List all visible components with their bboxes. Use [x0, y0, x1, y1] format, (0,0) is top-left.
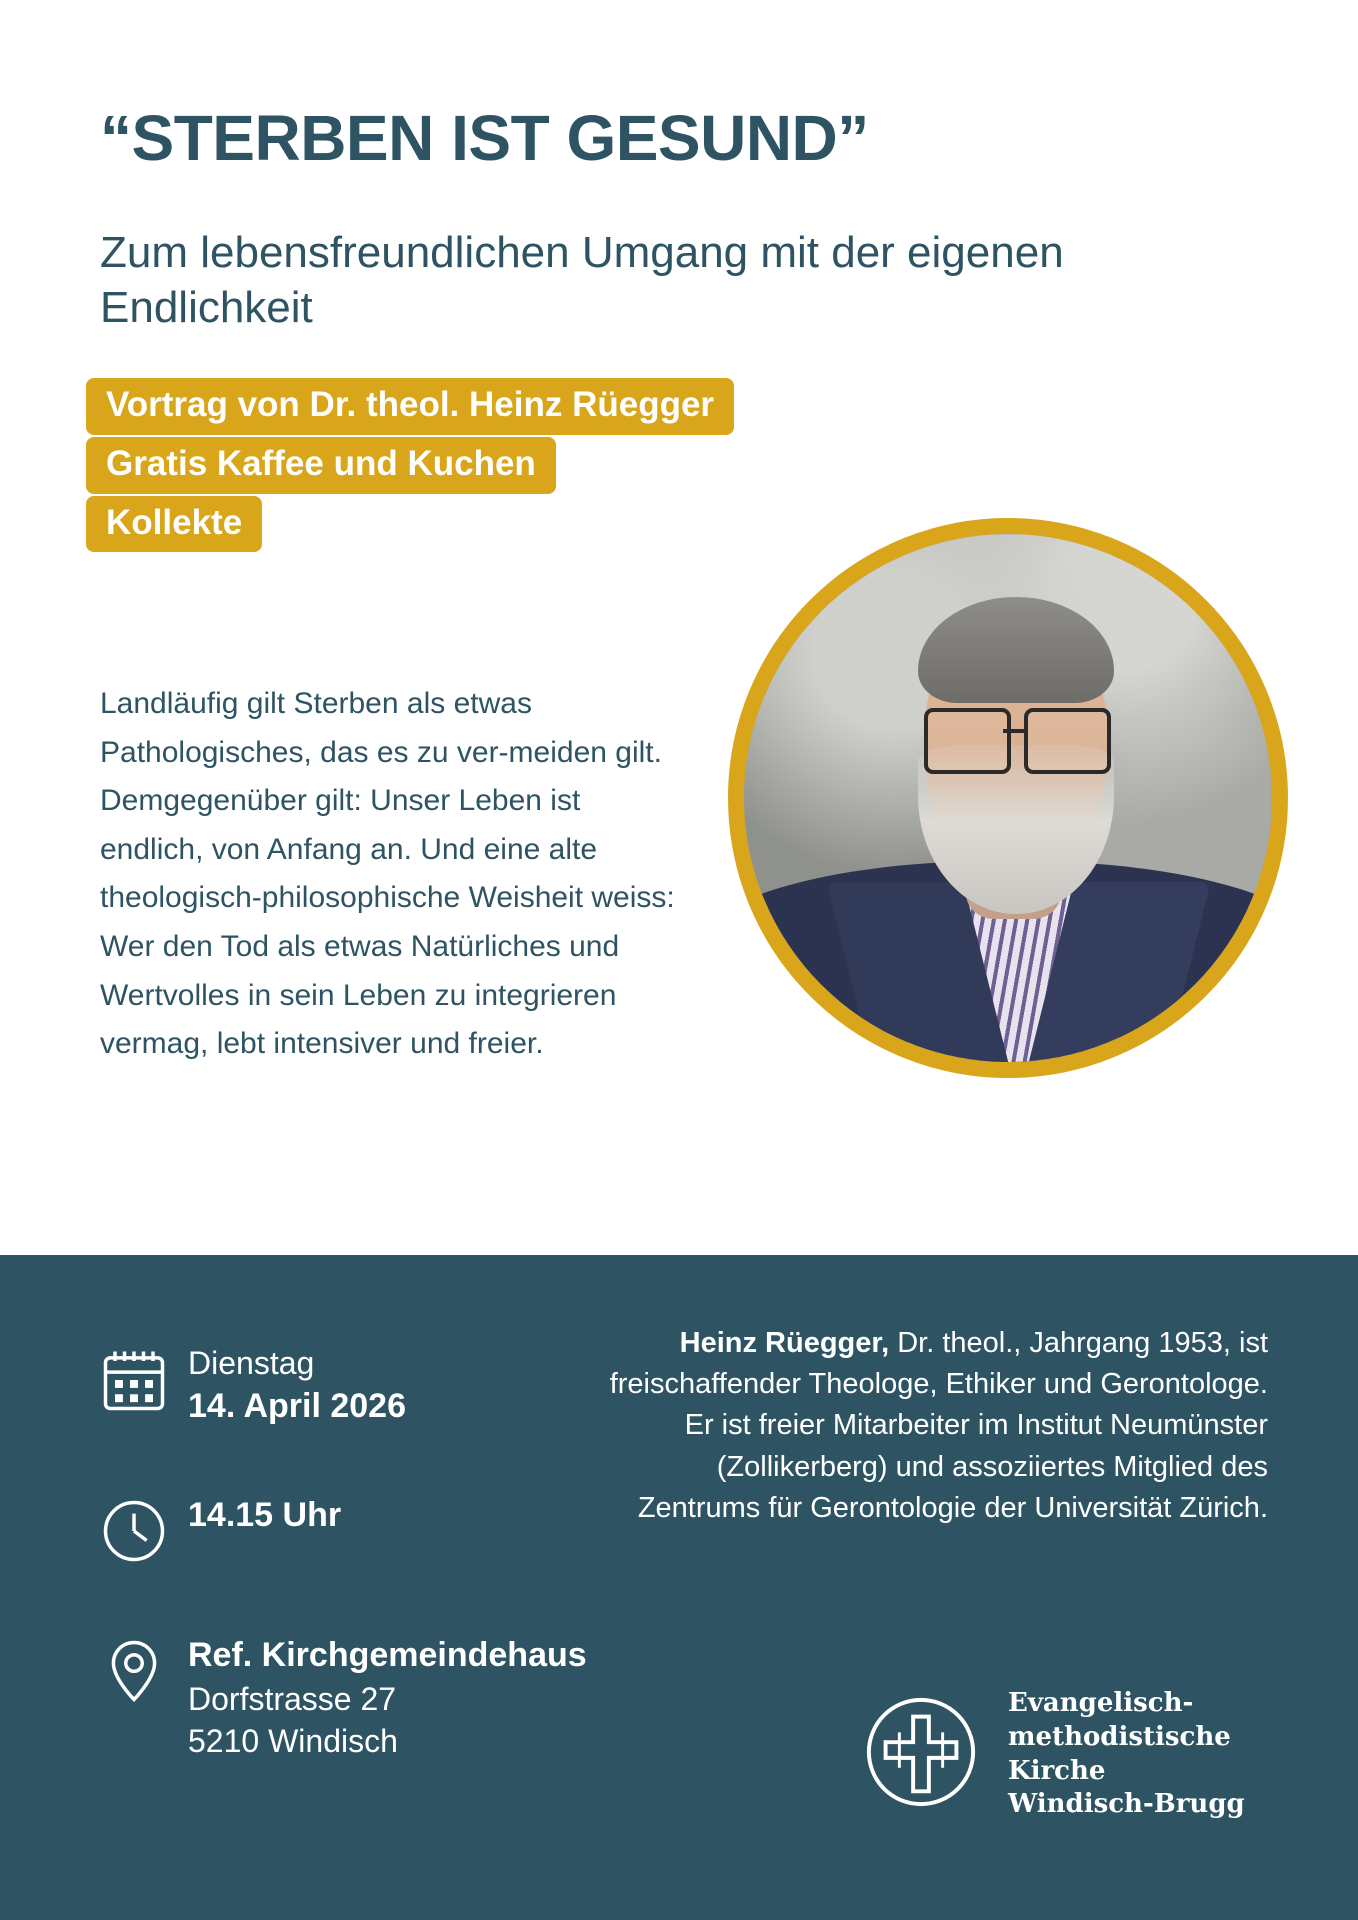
event-details [96, 1340, 616, 1824]
event-location-text [188, 1631, 587, 1762]
location-pin-icon [96, 1631, 188, 1709]
poster-subtitle: Zum lebensfreundlichen Umgang mit der eigenen Endlichkeit [100, 227, 1064, 332]
church-name-line1: Evangelisch- [1008, 1688, 1194, 1718]
church-name [1008, 1687, 1245, 1822]
event-time-row [96, 1491, 616, 1569]
highlight-line-refreshments: Gratis Kaffee und Kuchen [86, 437, 556, 494]
event-location-row [96, 1631, 616, 1762]
clock-icon [96, 1491, 188, 1569]
event-street: Dorfstrasse 27 [188, 1680, 397, 1717]
church-name-line4: Windisch-Brugg [1008, 1789, 1245, 1820]
event-city: 5210 Windisch [188, 1723, 398, 1760]
page-title: “STERBEN IST GESUND” [100, 101, 869, 174]
event-date-text [188, 1340, 406, 1429]
church-name-line3: Kirche [1008, 1755, 1106, 1786]
highlight-line-collection: Kollekte [86, 496, 262, 553]
church-name-line2: methodistische [1008, 1721, 1231, 1752]
speaker-bio [600, 1323, 1268, 1529]
church-logo [862, 1687, 1245, 1822]
event-time-text [188, 1491, 341, 1538]
event-time: 14.15 Uhr [188, 1496, 342, 1535]
portrait-glasses-left [924, 708, 1011, 774]
event-date-row [96, 1340, 616, 1429]
portrait-glasses-right [1024, 708, 1111, 774]
calendar-icon [96, 1340, 188, 1418]
poster-bottom-section [0, 1255, 1358, 1920]
highlight-line-speaker: Vortrag von Dr. theol. Heinz Rüegger [86, 378, 734, 435]
event-date: 14. April 2026 [188, 1387, 406, 1426]
speaker-portrait [728, 518, 1288, 1078]
event-venue: Ref. Kirchgemeindehaus [188, 1636, 587, 1675]
cross-circle-icon [862, 1693, 980, 1816]
poster-body-text: Landläufig gilt Sterben als etwas Pathologisches, das es zu ver-meiden gilt. Demgegenüber gilt: Unser Leben ist endlich, von Anfang an. Und eine alte theologisch-philosophische Weisheit weiss: Wer den Tod als etwas Natürliches und Wertvolles in sein Leben zu integrieren vermag, lebt intensiver und freier. [100, 687, 675, 1061]
portrait-glasses-bridge [1003, 729, 1024, 733]
speaker-bio-text: Dr. theol., Jahrgang 1953, ist freischaffender Theologe, Ethiker und Gerontologe. Er ist freier Mitarbeiter im Institut Neumünster (Zollikerberg) und assoziiertes Mitglied des Zentrums für Gerontologie der Universität Zürich. [609, 1327, 1268, 1524]
event-weekday: Dienstag [188, 1345, 315, 1381]
speaker-bio-name: Heinz Rüegger, [679, 1327, 890, 1359]
